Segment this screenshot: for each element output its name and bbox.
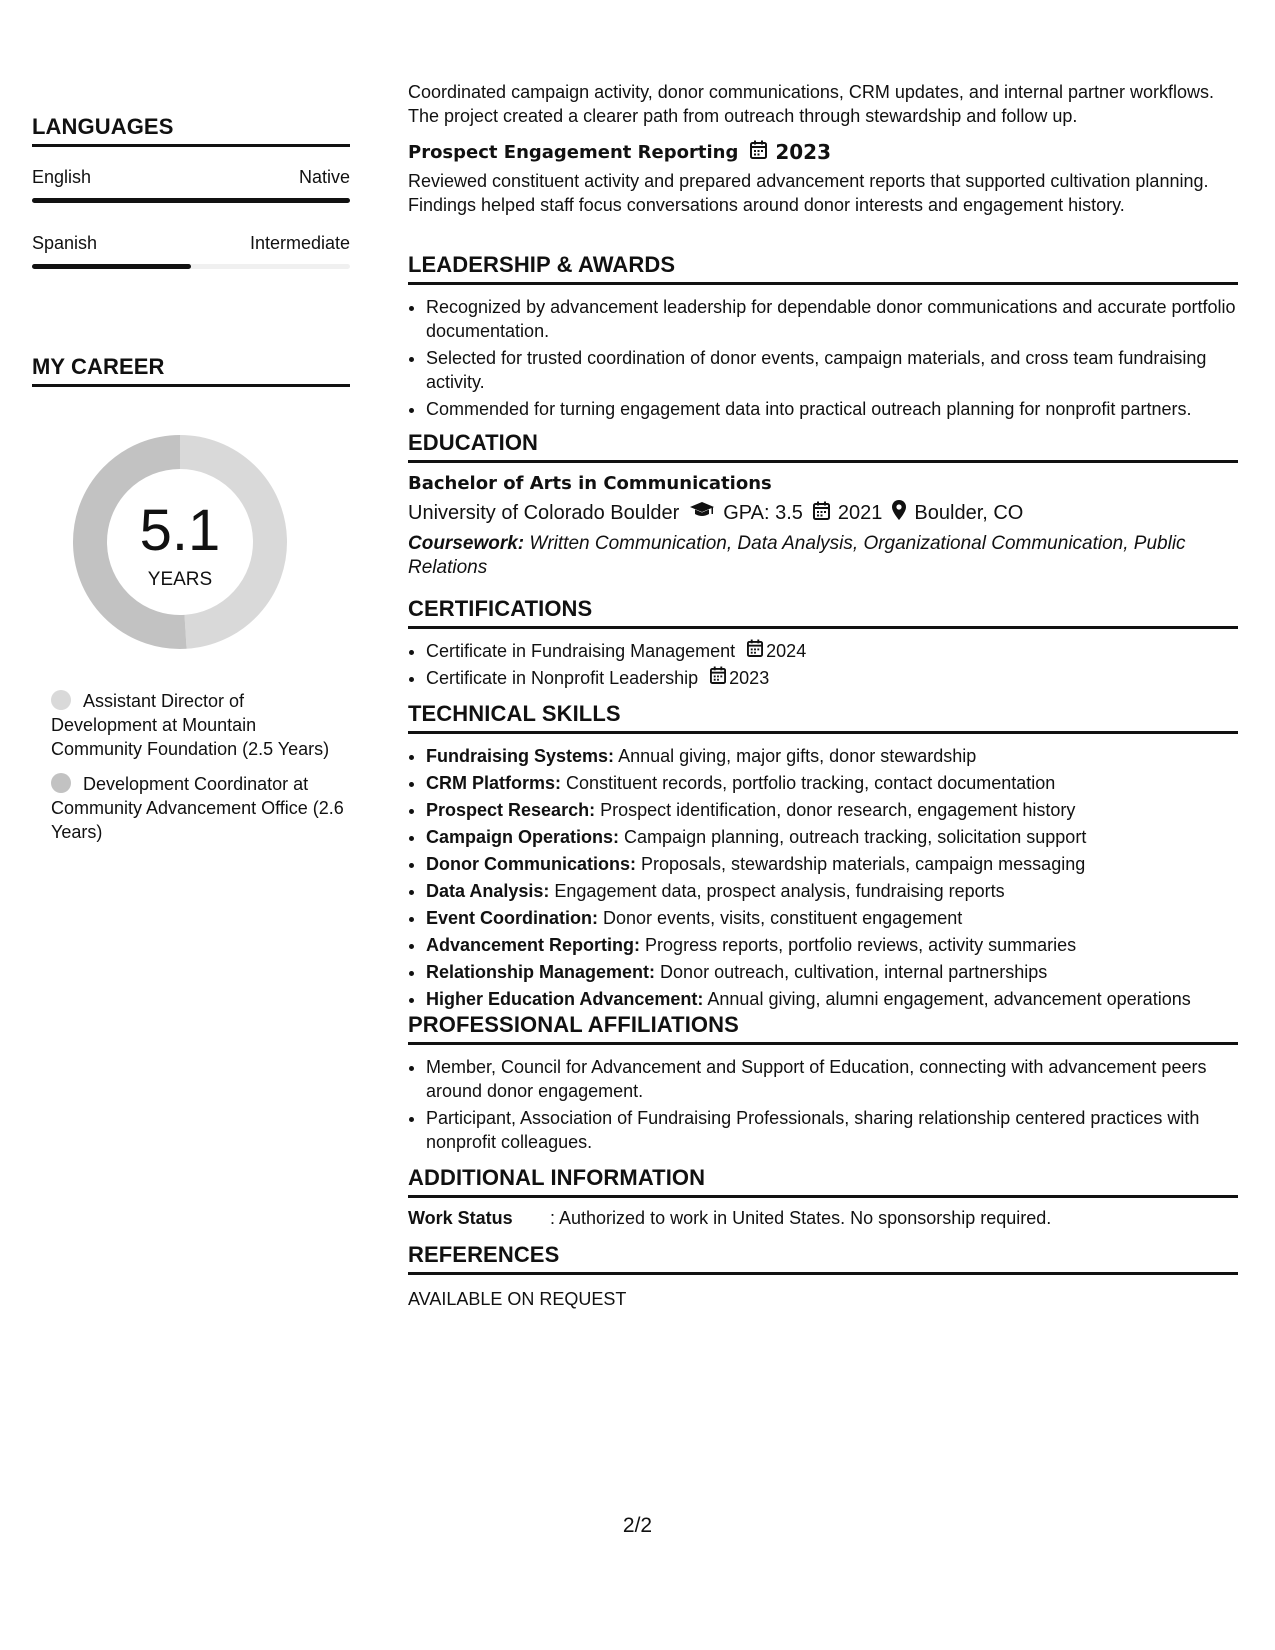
career-total-years: 5.1 [139, 498, 221, 563]
skills-section [408, 701, 1238, 1014]
certification-name: • Certificate in Nonprofit Leadership [426, 668, 699, 688]
career-legend [32, 689, 350, 844]
skill-value: Annual giving, major gifts, donor stewardship [618, 746, 977, 766]
language-proficiency-bar [32, 264, 350, 269]
education-year: 2021 [837, 501, 883, 524]
calendar-icon [750, 140, 767, 164]
list-item [426, 825, 1238, 849]
skill-value: Proposals, stewardship materials, campaign messaging [641, 854, 1086, 874]
project-year: 2023 [775, 140, 832, 164]
education-coursework [408, 532, 1238, 580]
list-item: • Selected for trusted coordination of donor events, campaign materials, and cross team fundraising activity. [426, 346, 1238, 394]
language-proficiency-bar [32, 198, 350, 203]
language-item [32, 167, 350, 203]
skill-label: Higher Education Advancement: [426, 989, 704, 1009]
references-title: REFERENCES [408, 1242, 1238, 1275]
project-intro-text: Coordinated campaign activity, donor communications, CRM updates, and internal partner workflows. The project created a clearer path from outreach through stewardship and follow up. [408, 82, 1215, 126]
list-item: • Recognized by advancement leadership for dependable donor communications and accurate portfolio documentation. [426, 295, 1238, 343]
affiliations-title: PROFESSIONAL AFFILIATIONS [408, 1012, 1238, 1045]
skill-label: Advancement Reporting: [426, 935, 641, 955]
list-item [426, 906, 1238, 930]
calendar-icon [710, 666, 726, 690]
skill-value: Prospect identification, donor research, engagement history [600, 800, 1076, 820]
education-meta [408, 500, 1238, 526]
career-donut-chart [67, 429, 293, 655]
list-item [426, 852, 1238, 876]
language-proficiency-fill [32, 198, 350, 203]
list-item [426, 771, 1238, 795]
education-location: Boulder, CO [914, 501, 1024, 524]
education-title: EDUCATION [408, 430, 1238, 463]
skill-value: Annual giving, alumni engagement, advancement operations [707, 989, 1191, 1009]
skill-label: Data Analysis: [426, 881, 550, 901]
list-item [426, 987, 1238, 1011]
language-name: English [32, 167, 92, 187]
career-role-dot [51, 690, 71, 710]
skill-value: Progress reports, portfolio reviews, activity summaries [645, 935, 1077, 955]
affiliations-list [408, 1055, 1238, 1154]
list-item: • Participant, Association of Fundraising Professionals, sharing relationship centered practices with nonprofit colleagues. [426, 1106, 1238, 1154]
skill-label: Donor Communications: [426, 854, 636, 874]
work-status-row [408, 1208, 1238, 1229]
work-status-label: Work Status [408, 1208, 513, 1228]
project-title: Prospect Engagement Reporting [408, 141, 739, 163]
references-text: AVAILABLE ON REQUEST [408, 1289, 627, 1309]
skill-value: Constituent records, portfolio tracking, contact documentation [566, 773, 1056, 793]
skill-value: Donor outreach, cultivation, internal partnerships [660, 962, 1048, 982]
work-status-value: : Authorized to work in United States. No sponsorship required. [550, 1208, 1052, 1228]
skill-label: Relationship Management: [426, 962, 656, 982]
references-section [408, 1242, 1238, 1311]
map-pin-icon [892, 500, 906, 526]
education-section [408, 430, 1238, 580]
list-item [426, 933, 1238, 957]
list-item: • Commended for turning engagement data into practical outreach planning for nonprofit partners. [426, 397, 1238, 421]
skill-label: Fundraising Systems: [426, 746, 615, 766]
career-role-label: Development Coordinator at Community Advancement Office (2.6 Years) [51, 774, 344, 842]
list-item [426, 879, 1238, 903]
language-name: Spanish [32, 233, 98, 253]
languages-section [32, 114, 350, 269]
languages-title: LANGUAGES [32, 114, 350, 147]
project-description: Reviewed constituent activity and prepared advancement reports that supported cultivation planning. Findings helped staff focus conversations around donor interests and engagement history. [408, 171, 1209, 215]
additional-info-section [408, 1165, 1238, 1229]
language-level: Native [298, 167, 350, 187]
list-item: • Member, Council for Advancement and Support of Education, connecting with advancement peers around donor engagement. [426, 1055, 1238, 1103]
skill-label: CRM Platforms: [426, 773, 562, 793]
skill-value: Donor events, visits, constituent engagement [603, 908, 963, 928]
certification-year: 2023 [729, 668, 770, 688]
career-title: MY CAREER [32, 354, 350, 387]
list-item [426, 666, 1238, 690]
certification-year: 2024 [766, 641, 807, 661]
leadership-section [408, 252, 1238, 424]
certifications-title: CERTIFICATIONS [408, 596, 1238, 629]
calendar-icon [813, 501, 830, 526]
career-section [32, 354, 350, 844]
coursework-text: Written Communication, Data Analysis, Organizational Communication, Public Relations [408, 533, 1186, 578]
coursework-label: Coursework: [408, 533, 525, 554]
list-item [426, 960, 1238, 984]
skill-label: Event Coordination: [426, 908, 598, 928]
list-item [426, 639, 1238, 663]
list-item [426, 798, 1238, 822]
career-role-label: Assistant Director of Development at Mountain Community Foundation (2.5 Years) [51, 691, 330, 759]
skill-value: Campaign planning, outreach tracking, solicitation support [624, 827, 1087, 847]
education-gpa: GPA: 3.5 [723, 501, 803, 524]
leadership-title: LEADERSHIP & AWARDS [408, 252, 1238, 285]
graduation-cap-icon [689, 501, 715, 525]
calendar-icon [747, 639, 763, 663]
career-role-dot [51, 773, 71, 793]
additional-info-title: ADDITIONAL INFORMATION [408, 1165, 1238, 1198]
language-level: Intermediate [249, 233, 350, 253]
skills-title: TECHNICAL SKILLS [408, 701, 1238, 734]
education-degree: Bachelor of Arts in Communications [408, 473, 772, 494]
certification-name: • Certificate in Fundraising Management [426, 641, 736, 661]
skills-list [408, 744, 1238, 1011]
certifications-section [408, 596, 1238, 693]
project-item [408, 140, 1218, 217]
list-item [426, 744, 1238, 768]
career-role-item [32, 772, 350, 844]
affiliations-section [408, 1012, 1238, 1157]
language-proficiency-fill [32, 264, 191, 269]
language-item [32, 233, 350, 269]
leadership-list [408, 295, 1238, 421]
certifications-list [408, 639, 1238, 690]
skill-value: Engagement data, prospect analysis, fundraising reports [554, 881, 1005, 901]
skill-label: Prospect Research: [426, 800, 596, 820]
skill-label: Campaign Operations: [426, 827, 620, 847]
career-total-unit: YEARS [147, 569, 213, 590]
career-role-item [32, 689, 350, 761]
page-number: 2/2 [622, 1514, 653, 1537]
education-school: University of Colorado Boulder [408, 501, 680, 524]
